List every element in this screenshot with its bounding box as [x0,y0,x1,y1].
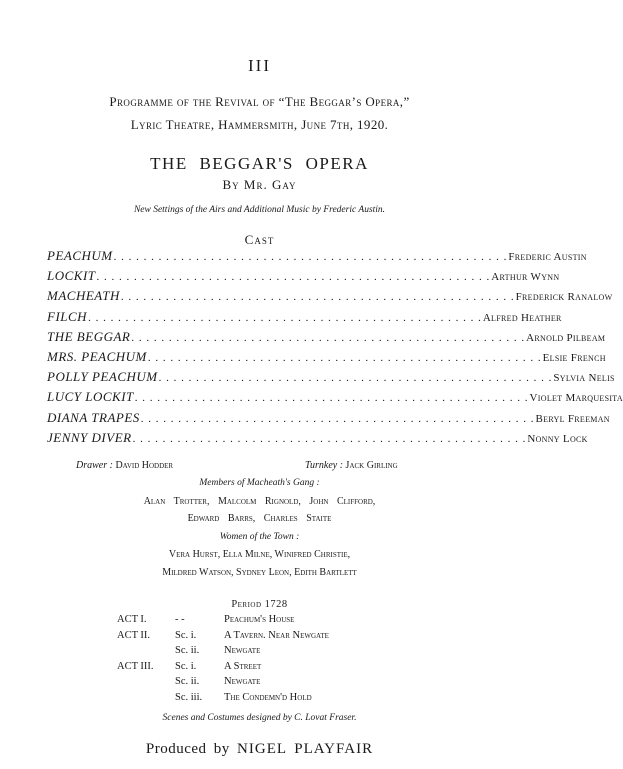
turnkey-credit [305,460,398,471]
scene-place: Newgate [224,676,261,688]
cast-row [47,248,587,268]
women-line1: Vera Hurst, Ella Milne, Winifred Christie, [168,549,351,560]
cast-role: POLLY PEACHUM [47,369,158,385]
cast-actor: Frederick Ranalow [515,291,613,304]
act-label: ACT I. [117,614,147,625]
producer-name: NIGEL PLAYFAIR [237,741,374,757]
scene-label: Sc. i. [175,629,197,641]
cast-role: PEACHUM [47,248,113,263]
drawer-credit [76,460,173,471]
cast-row [47,308,562,329]
cast-role: THE BEGGAR [47,328,131,344]
gang-members-line2: Edward Barrs, Charles Staite [187,513,332,524]
producer-credit [0,741,519,758]
leader-dots: . . . . . . . . . . . . . . . . . . . . . . . . . . . . . . . . . . . . . . . . . . . . . . . . . . . . . [88,311,482,324]
cast-role: LUCY LOCKIT [47,389,134,405]
cast-role: FILCH [47,308,88,324]
leader-dots: . . . . . . . . . . . . . . . . . . . . . . . . . . . . . . . . . . . . . . . . . . . . . . . . . . . . . [120,291,515,304]
leader-dots: . . . . . . . . . . . . . . . . . . . . . . . . . . . . . . . . . . . . . . . . . . . . . . . . . . . . . [131,331,526,344]
turnkey-name: Jack Girling [345,460,398,471]
cast-role: MACHEATH [47,288,120,304]
scene-place: Newgate [224,645,261,657]
cast-heading: Cast [244,232,275,247]
cast-actor: Sylvia Nelis [553,372,615,385]
cast-row [47,348,606,369]
opera-title: THE BEGGAR'S OPERA [150,154,369,173]
gang-members-line1: Alan Trotter, Malcolm Rignold, John Clifford, [143,496,376,507]
produced-by-label: Produced by [145,741,230,757]
scene-label: Sc. ii. [175,676,200,688]
cast-list [47,248,623,450]
leader-dots: . . . . . . . . . . . . . . . . . . . . . . . . . . . . . . . . . . . . . . . . . . . . . . . . . . . . . [140,412,535,425]
cast-row [47,288,613,308]
scene-place: Peachum's House [224,614,295,625]
scene-place: The Condemn'd Hold [224,691,312,703]
period-line: Period 1728 [231,599,288,610]
cast-actor: Frederic Austin [508,251,587,263]
leader-dots: . . . . . . . . . . . . . . . . . . . . . . . . . . . . . . . . . . . . . . . . . . . . . . . . . . . . . [134,392,529,405]
cast-row [47,369,615,389]
cast-actor: Beryl Freeman [535,412,610,425]
drawer-label: Drawer : [76,460,113,471]
gang-heading: Members of Macheath's Gang : [199,478,320,488]
leader-dots: . . . . . . . . . . . . . . . . . . . . . . . . . . . . . . . . . . . . . . . . . . . . . . . . . . . . . [158,372,553,385]
settings-credit: New Settings of the Airs and Additional Music by Frederic Austin. [133,205,386,215]
author-line: By Mr. Gay [222,177,297,192]
scene-label: Sc. i. [175,660,197,672]
cast-row [47,268,560,288]
cast-role: DIANA TRAPES [47,409,140,425]
drawer-name: David Hodder [115,460,174,471]
leader-dots: . . . . . . . . . . . . . . . . . . . . . . . . . . . . . . . . . . . . . . . . . . . . . . . . . . . . . [147,351,542,364]
cast-row [47,328,606,349]
cast-row [47,389,623,409]
cast-actor: Arthur Wynn [491,271,560,284]
cast-role: MRS. PEACHUM [47,348,147,364]
cast-actor: Alfred Heather [482,311,562,324]
scene-label: - - [175,614,185,625]
cast-row [47,429,588,450]
act-label: ACT III. [117,660,154,672]
women-heading: Women of the Town : [219,532,300,542]
turnkey-label: Turnkey : [305,460,344,471]
scene-label: Sc. ii. [175,645,200,657]
scenes-costumes-credit: Scenes and Costumes designed by C. Lovat Fraser. [162,713,357,723]
page-number: III [248,56,271,75]
scene-label: Sc. iii. [175,691,203,703]
programme-header-line1: Programme of the Revival of “The Beggar’s Opera,” [109,94,410,109]
cast-role: LOCKIT [47,268,96,284]
cast-actor: Nonny Lock [527,432,588,445]
cast-role: JENNY DIVER [47,429,132,445]
cast-actor: Elsie French [542,351,606,364]
scene-place: A Tavern. Near Newgate [224,629,329,641]
leader-dots: . . . . . . . . . . . . . . . . . . . . . . . . . . . . . . . . . . . . . . . . . . . . . . . . . . . . . [113,251,508,263]
women-line2: Mildred Watson, Sydney Leon, Edith Bartlett [162,567,357,578]
leader-dots: . . . . . . . . . . . . . . . . . . . . . . . . . . . . . . . . . . . . . . . . . . . . . . . . . . . . . [132,432,527,445]
cast-actor: Arnold Pilbeam [526,331,606,344]
programme-header-line2: Lyric Theatre, Hammersmith, June 7th, 1920. [130,117,389,132]
cast-row [47,409,610,430]
cast-actor: Violet Marquesita [529,392,623,405]
act-label: ACT II. [117,629,151,641]
scene-place: A Street [224,660,262,672]
leader-dots: . . . . . . . . . . . . . . . . . . . . . . . . . . . . . . . . . . . . . . . . . . . . . . . . . . . . . [96,271,491,284]
